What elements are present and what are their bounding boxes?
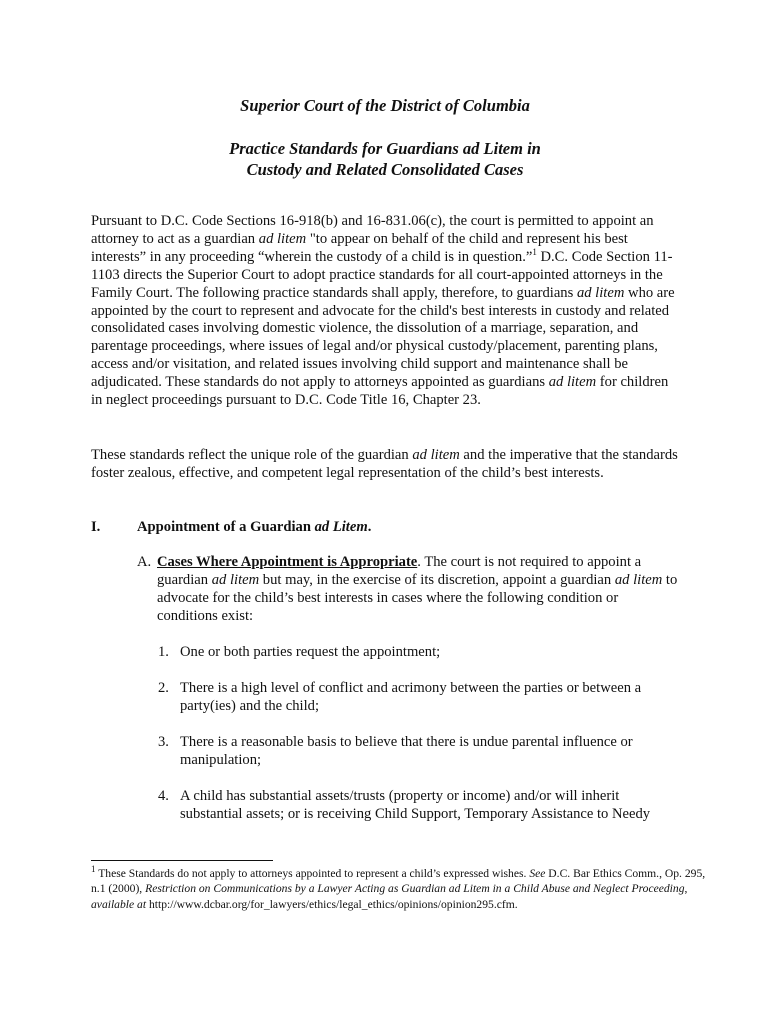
footnote-ref: 1: [532, 246, 537, 257]
list-item: 1. One or both parties request the appointment;: [158, 644, 441, 660]
list-item: 4. A child has substantial assets/trusts (property or income) and/or will inherit substantial assets; or is receiving Child Support, Temporary Assistance to Needy: [158, 788, 651, 822]
footnote: $^1$ These Standards do not apply to attorneys appointed to represent a child’s expressed wishes. See D.C. Bar Ethics Comm., Op. 295, n.1 (2000), Restriction on Communications by a Lawyer Acting as Guardian ad Litem in a Child Abuse and Neglect Proceeding, available at http://www.dcbar.org/for_lawyers/ethics/legal_ethics/opinions/opinion295.cfm.: [91, 864, 706, 911]
list-item: 2. There is a high level of conflict and acrimony between the parties or between a party(ies) and the child;: [158, 680, 642, 714]
subsection-title: Cases Where Appointment is Appropriate: [157, 554, 418, 570]
section-heading: I. Appointment of a Guardian ad Litem.: [91, 519, 372, 535]
footnote-url: http://www.dcbar.org/for_lawyers/ethics/legal_ethics/opinions/opinion295.cfm.: [146, 897, 518, 911]
document-title-line1: Practice Standards for Guardians ad Litem in: [229, 139, 541, 158]
document-title-line2: Custody and Related Consolidated Cases: [246, 160, 524, 179]
footnote-separator: [91, 860, 273, 861]
section-number: I.: [91, 519, 101, 535]
subsection-label: A.: [137, 554, 152, 570]
subsection-a: A. Cases Where Appointment is Appropriate. The court is not required to appoint a guardian ad litem but may, in the exercise of its discretion, appoint a guardian ad litem to advocate for the child’s best interests in cases where the following condition or conditions exist:: [137, 554, 678, 624]
court-name: Superior Court of the District of Columbia: [240, 96, 530, 115]
intro-paragraph-1: Pursuant to D.C. Code Sections 16-918(b) and 16-831.06(c), the court is permitted to appoint an attorney to act as a guardian ad litem "to appear on behalf of the child and represent his best interests” in any proceeding “wherein the custody of a child is in question.”$^1$ D.C. Code Section 11-1103 directs the Superior Court to adopt practice standards for all court-appointed attorneys in the Family Court. The following practice standards shall apply, therefore, to guardians ad litem who are appointed by the court to represent and advocate for the child's best interests in custody and related consolidated cases involving domestic violence, the dissolution of a marriage, separation, and parentage proceedings, where issues of legal and/or physical custody/placement, parenting plans, access and/or visitation, and related issues involving child support and maintenance shall be adjudicated. These standards do not apply to attorneys appointed as guardians ad litem for children in neglect proceedings pursuant to D.C. Code Title 16, Chapter 23.: [91, 213, 675, 409]
intro-paragraph-2: These standards reflect the unique role of the guardian ad litem and the imperative that the standards foster zealous, effective, and competent legal representation of the child’s best interests.: [91, 447, 678, 481]
list-item: 3. There is a reasonable basis to believe that there is undue parental influence or manipulation;: [158, 734, 633, 768]
